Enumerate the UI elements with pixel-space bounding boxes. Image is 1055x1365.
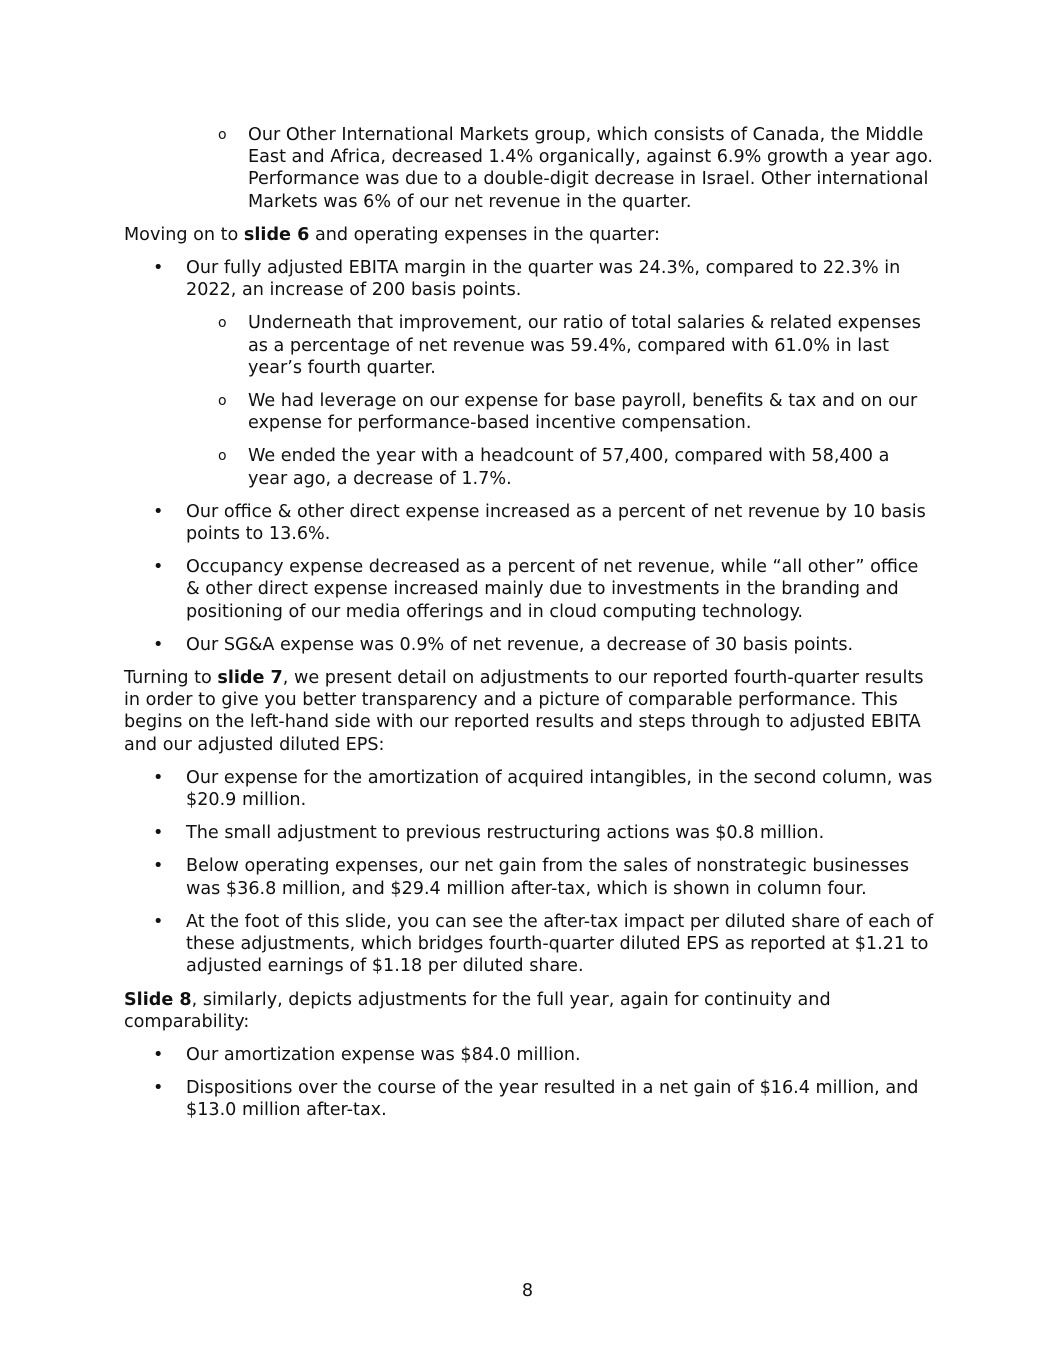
slide7-intro: [124, 667, 934, 756]
slide8-bullet-list: [124, 1044, 934, 1122]
bullet-eps-bridge: • At the foot of this slide, you can see the after-tax impact per diluted share of each of these adjustments, which bridges fourth-quarter diluted EPS as reported at $1.21 to adjusted earnings of $1.18 per diluted share.: [124, 911, 934, 978]
bullet-restructuring: • The small adjustment to previous restructuring actions was $0.8 million.: [124, 822, 934, 844]
slide6-intro-pre: Moving on to: [124, 224, 244, 245]
slide8-intro: [124, 989, 934, 1033]
slide6-label: slide 6: [243, 224, 310, 245]
slide7-bullet-list: [124, 767, 934, 978]
slide6-intro-post: and operating expenses in the quarter:: [309, 224, 660, 245]
slide6-intro: [124, 224, 934, 246]
slide7-intro-post: , we present detail on adjustments to our reported fourth-quarter results in order to give you better transparency and a picture of comparable performance. This begins on the left-hand side with our reported results and steps through to adjusted EBITA and our adjusted diluted EPS:: [124, 668, 924, 755]
slide7-label: slide 7: [217, 668, 283, 689]
slide8-intro-post: , similarly, depicts adjustments for the full year, again for continuity and comparability:: [124, 989, 831, 1032]
bullet-amortization-year: • Our amortization expense was $84.0 million.: [124, 1044, 934, 1066]
bullet-net-gain-sales: • Below operating expenses, our net gain from the sales of nonstrategic businesses was $36.8 million, and $29.4 million after-tax, which is shown in column four.: [124, 855, 934, 899]
page-number: 8: [521, 1281, 534, 1301]
top-sub-bullet-list: [186, 124, 934, 213]
bullet-sga-expense: • Our SG&A expense was 0.9% of net revenue, a decrease of 30 basis points.: [124, 634, 934, 656]
bullet-amortization-q4: • Our expense for the amortization of acquired intangibles, in the second column, was $20.9 million.: [124, 767, 934, 811]
ebita-sub-bullet-list: [186, 312, 934, 489]
slide6-bullet-list: [124, 257, 934, 656]
sub-bullet-salaries-ratio: o Underneath that improvement, our ratio of total salaries & related expenses as a percentage of net revenue was 59.4%, compared with 61.0% in last year’s fourth quarter.: [186, 312, 934, 379]
bullet-occupancy-expense: • Occupancy expense decreased as a percent of net revenue, while “all other” office & other direct expense increased mainly due to investments in the branding and positioning of our media offerings and in cloud computing technology.: [124, 556, 934, 623]
bullet-ebita-margin-text: Our fully adjusted EBITA margin in the quarter was 24.3%, compared to 22.3% in 2022, an increase of 200 basis points.: [186, 258, 901, 301]
sub-bullet-leverage: o We had leverage on our expense for base payroll, benefits & tax and on our expense for performance-based incentive compensation.: [186, 390, 934, 434]
slide7-intro-pre: Turning to: [124, 668, 218, 689]
bullet-office-expense: • Our office & other direct expense increased as a percent of net revenue by 10 basis points to 13.6%.: [124, 501, 934, 545]
bullet-ebita-margin: [124, 257, 934, 490]
bullet-dispositions: • Dispositions over the course of the year resulted in a net gain of $16.4 million, and $13.0 million after-tax.: [124, 1077, 934, 1121]
sub-bullet-other-international: o Our Other International Markets group, which consists of Canada, the Middle East and Africa, decreased 1.4% organically, against 6.9% growth a year ago. Performance was due to a double-digit decrease in Israel. Other international Markets was 6% of our net revenue in the quarter.: [186, 124, 934, 213]
document-body: [124, 124, 934, 1133]
slide8-label: Slide 8: [124, 989, 192, 1010]
sub-bullet-headcount: o We ended the year with a headcount of 57,400, compared with 58,400 a year ago, a decrease of 1.7%.: [186, 445, 934, 489]
